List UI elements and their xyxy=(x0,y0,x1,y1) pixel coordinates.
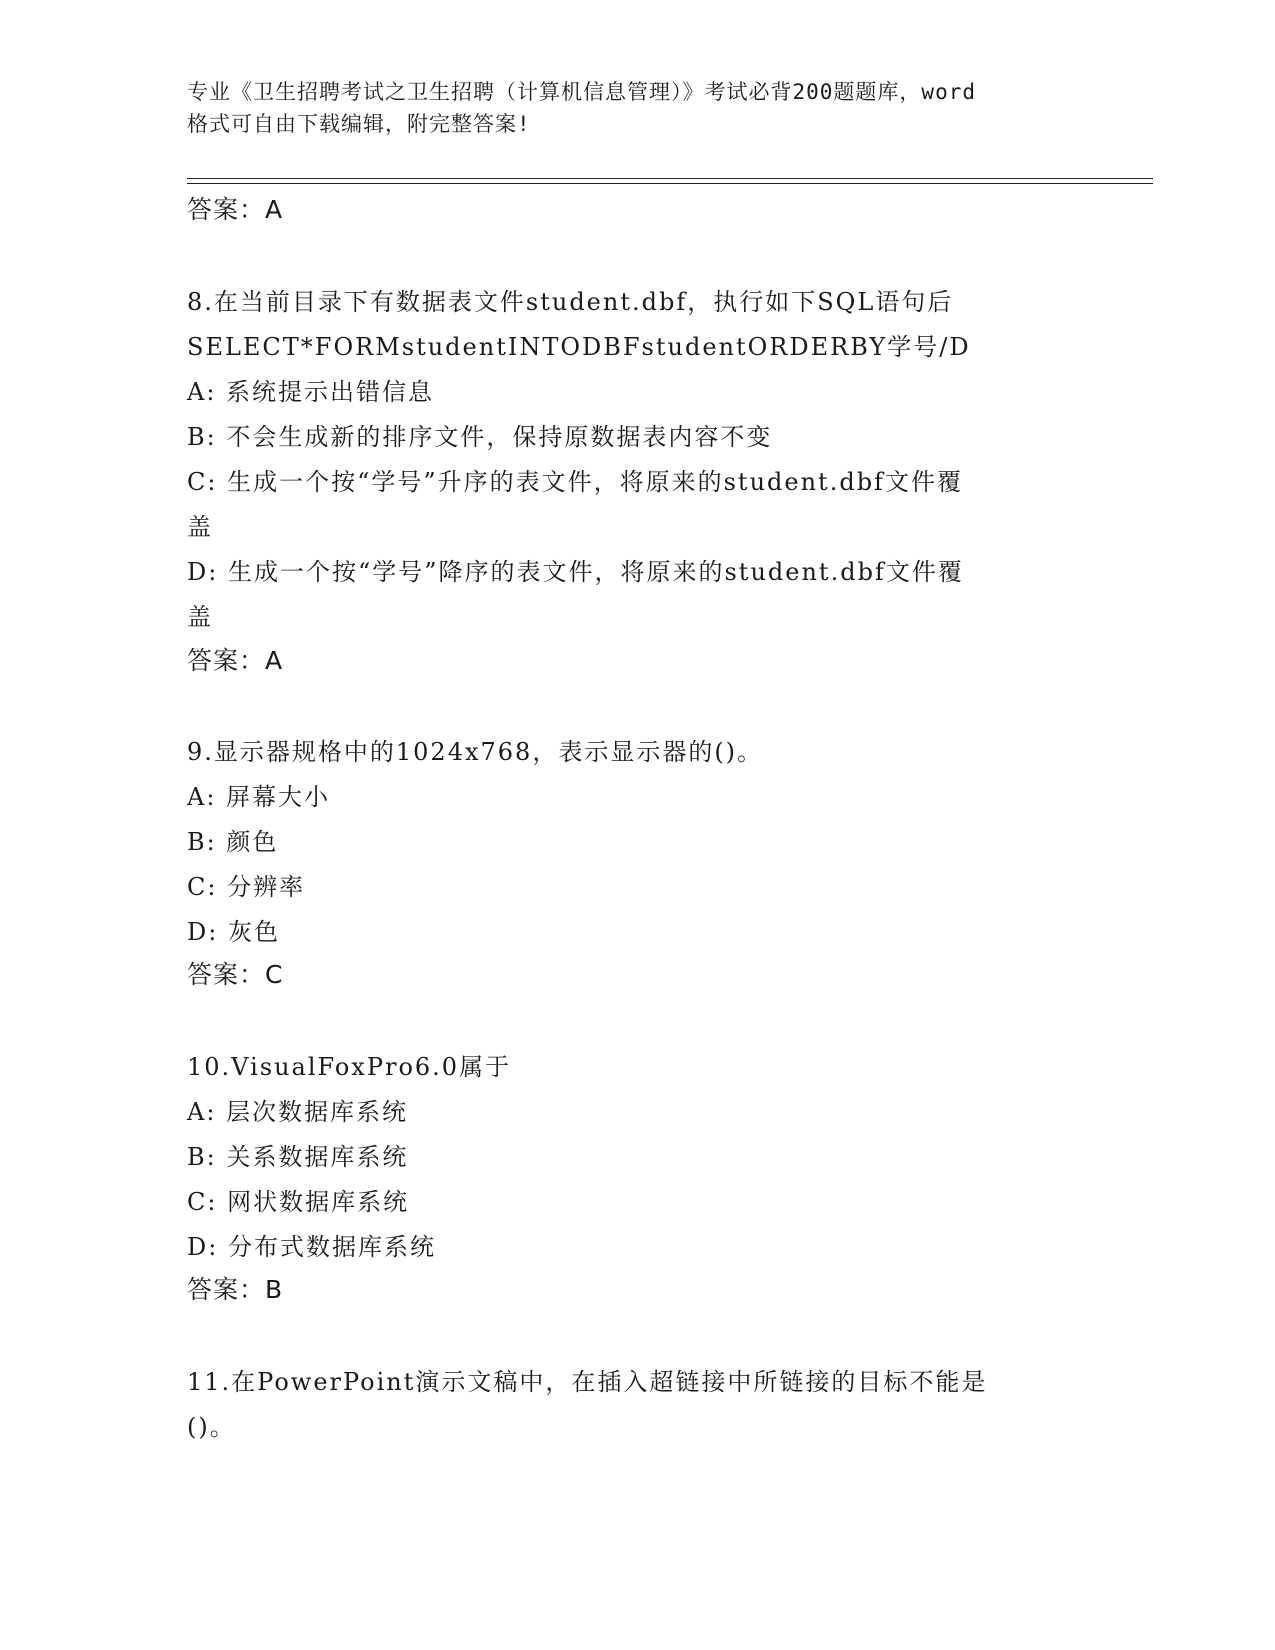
question-8-option-a: A: 系统提示出错信息 xyxy=(187,378,435,406)
question-9-option-b: B: 颜色 xyxy=(187,828,279,856)
question-10-option-b: B: 关系数据库系统 xyxy=(187,1143,409,1171)
question-8-stem: 8.在当前目录下有数据表文件student.dbf，执行如下SQL语句后 xyxy=(187,288,954,316)
question-10-answer: 答案：B xyxy=(187,1275,284,1304)
question-11-stem-cont: ()。 xyxy=(187,1413,236,1441)
question-8-option-c: C: 生成一个按“学号”升序的表文件，将原来的student.dbf文件覆 xyxy=(187,468,963,496)
question-10-option-a: A: 层次数据库系统 xyxy=(187,1098,409,1126)
question-9-option-a: A: 屏幕大小 xyxy=(187,783,331,811)
question-10-option-d: D: 分布式数据库系统 xyxy=(187,1233,436,1261)
question-8-option-d-cont: 盖 xyxy=(187,603,213,631)
header-divider-bottom xyxy=(187,183,1153,184)
header-line-2: 格式可自由下载编辑，附完整答案! xyxy=(187,112,531,136)
question-10-stem: 10.VisualFoxPro6.0属于 xyxy=(187,1053,512,1081)
question-8-option-b: B: 不会生成新的排序文件，保持原数据表内容不变 xyxy=(187,423,773,451)
page-header xyxy=(187,76,1087,140)
question-10-option-c: C: 网状数据库系统 xyxy=(187,1188,410,1216)
question-8-answer: 答案：A xyxy=(187,646,284,675)
question-11-stem: 11.在PowerPoint演示文稿中，在插入超链接中所链接的目标不能是 xyxy=(187,1368,988,1396)
question-8-stem-cont: SELECT*FORMstudentINTODBFstudentORDERBY学号/D xyxy=(187,333,971,361)
question-8-option-c-cont: 盖 xyxy=(187,513,213,541)
question-9-option-d: D: 灰色 xyxy=(187,918,280,946)
question-9-stem: 9.显示器规格中的1024x768，表示显示器的()。 xyxy=(187,738,764,766)
question-9-answer: 答案：C xyxy=(187,960,284,989)
header-line-1: 专业《卫生招聘考试之卫生招聘（计算机信息管理）》考试必背200题题库，word xyxy=(187,80,976,104)
previous-answer: 答案：A xyxy=(187,195,284,224)
question-8-option-d: D: 生成一个按“学号”降序的表文件，将原来的student.dbf文件覆 xyxy=(187,558,964,586)
header-divider-top xyxy=(187,178,1153,179)
question-9-option-c: C: 分辨率 xyxy=(187,873,306,901)
